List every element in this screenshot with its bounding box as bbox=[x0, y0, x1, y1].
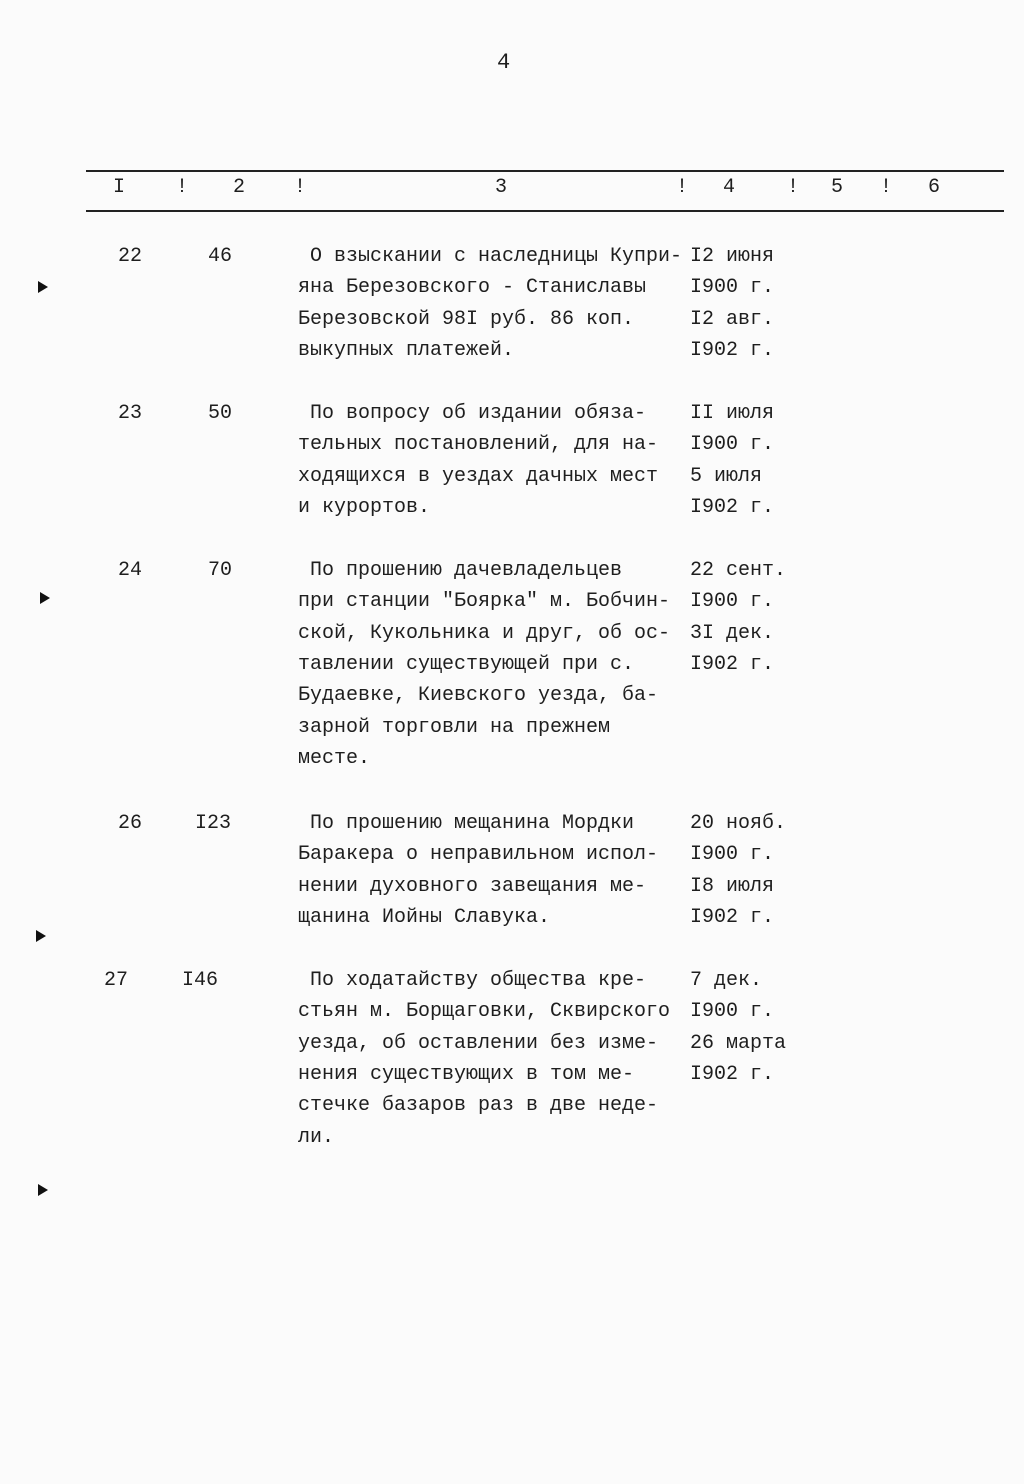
description-line: нения существующих в том ме- bbox=[298, 1062, 635, 1086]
header-col-6: 6 bbox=[928, 176, 941, 199]
description-line: ли. bbox=[298, 1125, 335, 1149]
description-line: уезда, об оставлении без изме- bbox=[298, 1031, 659, 1055]
description-line: Березовской 98I руб. 86 коп. bbox=[298, 307, 635, 331]
header-sep: ! bbox=[676, 176, 689, 199]
description-line: ской, Кукольника и друг, об ос- bbox=[298, 621, 671, 645]
header-col-2: 2 bbox=[233, 176, 246, 199]
date-line: I902 г. bbox=[690, 652, 775, 676]
binding-mark bbox=[40, 592, 50, 604]
header-sep: ! bbox=[176, 176, 189, 199]
date-line: 22 сент. bbox=[690, 559, 787, 582]
date-line: I2 июня bbox=[690, 245, 775, 268]
description-line: при станции "Боярка" м. Бобчин- bbox=[298, 590, 671, 614]
header-bottom-rule bbox=[86, 210, 1004, 212]
description-line: тельных постановлений, для на- bbox=[298, 433, 659, 457]
description-line: нении духовного завещания ме- bbox=[298, 874, 647, 898]
header-col-1: I bbox=[113, 176, 126, 199]
description-line: стечке базаров раз в две неде- bbox=[298, 1094, 659, 1118]
header-col-3: 3 bbox=[495, 176, 508, 199]
header-top-rule bbox=[86, 170, 1004, 172]
row-number: 27 bbox=[104, 969, 129, 992]
description-line: По прошению дачевладельцев bbox=[310, 559, 623, 582]
description-line: месте. bbox=[298, 746, 371, 770]
description-line: стьян м. Борщаговки, Сквирского bbox=[298, 1000, 671, 1024]
description-line: О взыскании с наследницы Купри- bbox=[310, 245, 683, 268]
header-sep: ! bbox=[294, 176, 307, 199]
date-line: 26 марта bbox=[690, 1031, 787, 1055]
row-number: 26 bbox=[118, 812, 143, 835]
row-number: 22 bbox=[118, 245, 143, 268]
date-line: 3I дек. bbox=[690, 621, 775, 645]
header-sep: ! bbox=[787, 176, 800, 199]
row-number: 23 bbox=[118, 402, 143, 425]
row-number: 24 bbox=[118, 559, 143, 582]
description-line: По вопросу об издании обяза- bbox=[310, 402, 647, 425]
description-line: и курортов. bbox=[298, 495, 431, 519]
description-line: По прошению мещанина Мордки bbox=[310, 812, 635, 835]
case-number: 50 bbox=[208, 402, 233, 425]
header-sep: ! bbox=[880, 176, 893, 199]
date-line: I902 г. bbox=[690, 905, 775, 929]
date-line: I900 г. bbox=[690, 590, 775, 614]
description-line: щанина Иойны Славука. bbox=[298, 905, 551, 929]
binding-mark bbox=[36, 930, 46, 942]
header-col-5: 5 bbox=[831, 176, 844, 199]
case-number: 46 bbox=[208, 245, 233, 268]
case-number: I23 bbox=[195, 812, 232, 835]
binding-mark bbox=[38, 281, 48, 293]
description-line: выкупных платежей. bbox=[298, 338, 515, 362]
description-line: ходящихся в уездах дачных мест bbox=[298, 464, 659, 488]
case-number: I46 bbox=[182, 969, 219, 992]
date-line: 5 июля bbox=[690, 464, 763, 488]
date-line: I900 г. bbox=[690, 1000, 775, 1024]
description-line: зарной торговли на прежнем bbox=[298, 715, 611, 739]
date-line: I8 июля bbox=[690, 874, 775, 898]
date-line: I902 г. bbox=[690, 1062, 775, 1086]
page-number: 4 bbox=[497, 50, 511, 75]
date-line: 20 нояб. bbox=[690, 812, 787, 835]
description-line: Баракера о неправильном испол- bbox=[298, 843, 659, 867]
date-line: II июля bbox=[690, 402, 775, 425]
date-line: 7 дек. bbox=[690, 969, 763, 992]
date-line: I2 авг. bbox=[690, 307, 775, 331]
description-line: тавлении существующей при с. bbox=[298, 652, 635, 676]
case-number: 70 bbox=[208, 559, 233, 582]
description-line: Будаевке, Киевского уезда, ба- bbox=[298, 684, 659, 708]
date-line: I902 г. bbox=[690, 495, 775, 519]
date-line: I900 г. bbox=[690, 843, 775, 867]
header-col-4: 4 bbox=[723, 176, 736, 199]
date-line: I902 г. bbox=[690, 338, 775, 362]
date-line: I900 г. bbox=[690, 433, 775, 457]
binding-mark bbox=[38, 1184, 48, 1196]
description-line: По ходатайству общества кре- bbox=[310, 969, 647, 992]
date-line: I900 г. bbox=[690, 276, 775, 300]
description-line: яна Березовского - Станиславы bbox=[298, 276, 647, 300]
